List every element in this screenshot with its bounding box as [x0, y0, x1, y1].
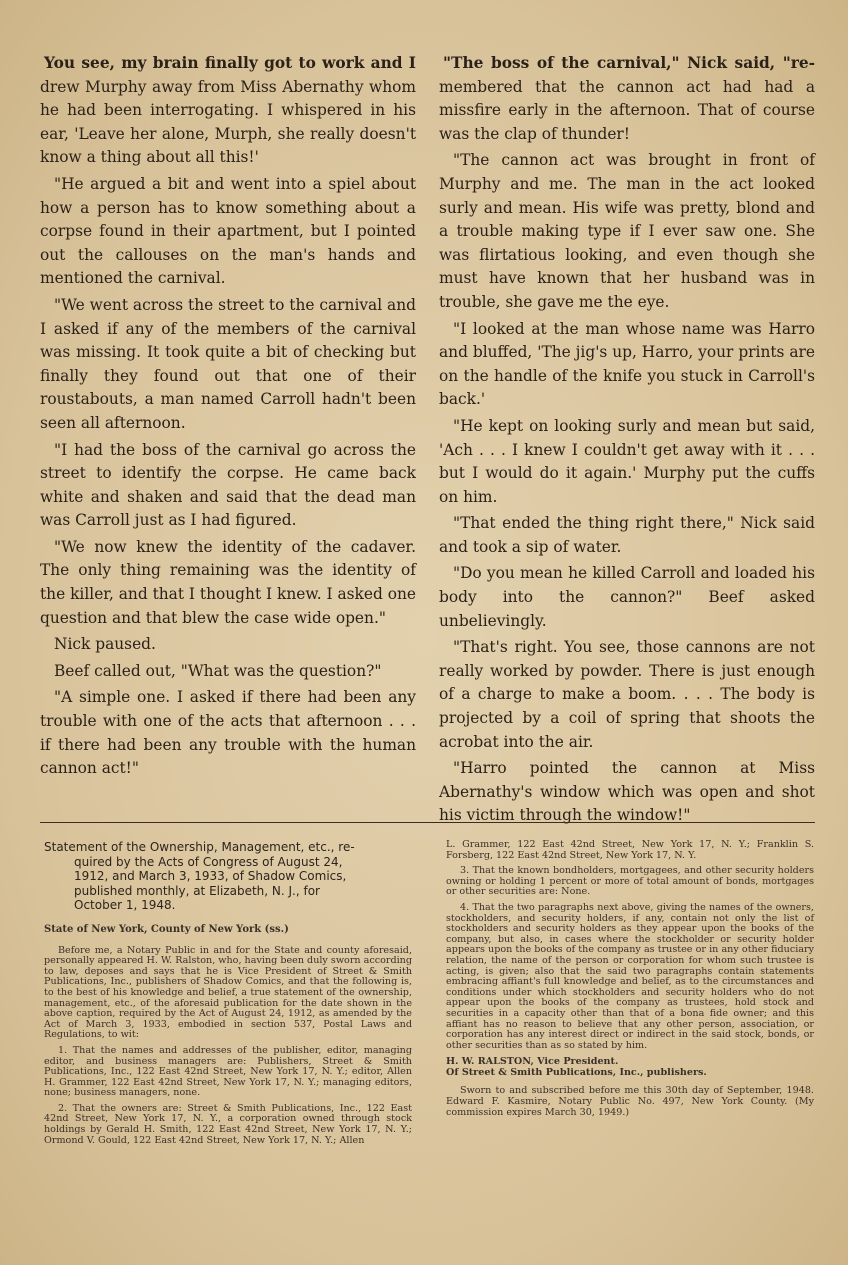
story-paragraph: "Do you mean he killed Carroll and loaded his body into the cannon?" Beef asked unbelievingly.	[439, 564, 815, 630]
story-paragraph: Nick paused.	[54, 635, 156, 654]
paragraph-lead: You see, my brain finally got to work and I	[44, 54, 416, 72]
statement-title-line: quired by the Acts of Congress of August 24,	[74, 854, 343, 869]
paragraph-text: membered that the cannon act had had a missfire early in the afternoon. That of course was the clap of thunder!	[439, 77, 815, 143]
statement-title-line: October 1, 1948.	[74, 898, 176, 913]
statement-title	[44, 840, 412, 913]
statement-title-line: Statement of the Ownership, Management, etc., re-	[44, 840, 355, 854]
signature-title: Of Street & Smith Publications, Inc., publishers.	[446, 1066, 707, 1078]
statement-paragraph: Before me, a Notary Public in and for the State and county aforesaid, personally appeared H. W. Ralston, who, having been duly sworn according to law, deposes and says that he is Vice President of Street & Smith Publications, Inc., publishers of Shadow Comics, and that the following is, to the best of his knowledge and belief, a true statement of the ownership, management, etc., of the aforesaid publication for the date shown in the above caption, required by the Act of August 24, 1912, as amended by the Act of March 3, 1933, embodied in section 537, Postal Laws and Regulations, to wit:	[44, 944, 412, 1041]
statement-paragraph: 4. That the two paragraphs next above, giving the names of the owners, stockholders, and security holders, if any, contain not only the list of stockholders and security holders as they appear upon the books of the company, but also, in cases where the stockholder or security holder appears upon the books of the company as trustee or in any other fiduciary relation, the name of the person or corporation for whom such trustee is acting, is given; also that the said two paragraphs contain statements embracing affiant's full knowledge and belief, as to the circumstances and conditions under which stockholders and security holders who do not appear upon the books of the company as trustees, hold stock and securities in a capacity other than that of a bona fide owner; and this affiant has no reason to believe that any other person, association, or corporation has any interest direct or indirect in the said stock, bonds, or other securities than as so stated by him.	[446, 901, 814, 1051]
statement-paragraph: 2. That the owners are: Street & Smith Publications, Inc., 122 East 42nd Street, New York 17, N. Y., a corporation owned through stock holdings by Gerald H. Smith, 122 East 42nd Street, New York 17, N. Y.; Ormond V. Gould, 122 East 42nd Street, New York 17, N. Y.; Allen	[44, 1102, 412, 1146]
story-paragraph: Beef called out, "What was the question?"	[54, 661, 382, 680]
signature-name: H. W. RALSTON, Vice President.	[446, 1056, 619, 1068]
story-paragraph	[439, 52, 815, 146]
ownership-statement	[44, 840, 814, 1151]
statement-paragraph: L. Grammer, 122 East 42nd Street, New York 17, N. Y.; Franklin S. Forsberg, 122 East 42nd Street, New York 17, N. Y.	[446, 839, 814, 861]
story-paragraph	[40, 52, 416, 170]
story-paragraph: "He argued a bit and went into a spiel about how a person has to know something about a corpse found in their apartment, but I pointed out the callouses on the man's hands and mentioned the carnival.	[40, 174, 416, 288]
story-paragraph: "He kept on looking surly and mean but said, 'Ach . . . I knew I couldn't get away with it . . . but I would do it again.' Murphy put the cuffs on him.	[439, 416, 815, 506]
story-columns	[40, 52, 815, 831]
paragraph-lead: "The boss of the carnival," Nick said, "re-	[443, 54, 815, 72]
story-paragraph: "Harro pointed the cannon at Miss Abernathy's window which was open and shot his victim through the window!"	[439, 759, 815, 825]
signature	[446, 1057, 814, 1078]
section-divider	[40, 822, 815, 823]
statement-title-line: 1912, and March 3, 1933, of Shadow Comics,	[74, 869, 347, 884]
state-line: State of New York, County of New York (ss.)	[44, 923, 289, 935]
story-left-column	[40, 52, 416, 831]
statement-left-column	[44, 840, 412, 1151]
story-paragraph: "That's right. You see, those cannons are not really worked by powder. There is just enough of a charge to make a boom. . . . The body is projected by a coil of spring that shoots the acrobat into the air.	[439, 638, 815, 751]
statement-paragraph: 3. That the known bondholders, mortgagees, and other security holders owning or holding 1 percent or more of total amount of bonds, mortgages or other securities are: None.	[446, 865, 814, 898]
paragraph-text: drew Murphy away from Miss Abernathy whom he had been interrogating. I whispered in his ear, 'Leave her alone, Murph, she really doesn't know a thing about all this!'	[40, 77, 416, 167]
statement-title-line: published monthly, at Elizabeth, N. J., for	[74, 883, 320, 898]
story-paragraph: "That ended the thing right there," Nick said and took a sip of water.	[439, 514, 815, 556]
story-paragraph: "I had the boss of the carnival go across the street to identify the corpse. He came back white and shaken and said that the dead man was Carroll just as I had figured.	[40, 440, 416, 530]
statement-right-column	[446, 840, 814, 1151]
story-paragraph: "The cannon act was brought in front of Murphy and me. The man in the act looked surly and mean. His wife was pretty, blond and a trouble making type if I ever saw one. She was flirtatious looking, and even though she must have known that her husband was in trouble, she gave me the eye.	[439, 151, 815, 311]
story-right-column	[439, 52, 815, 831]
story-paragraph: "We went across the street to the carnival and I asked if any of the members of the carnival was missing. It took quite a bit of checking but finally they found out that one of their roustabouts, a man named Carroll hadn't been seen all afternoon.	[40, 295, 416, 432]
sworn-statement: Sworn to and subscribed before me this 30th day of September, 1948. Edward F. Kasmire, Notary Public No. 497, New York County. (My commission expires March 30, 1949.)	[446, 1085, 814, 1118]
story-paragraph: "We now knew the identity of the cadaver. The only thing remaining was the identity of the killer, and that I thought I knew. I asked one question and that blew the case wide open."	[40, 537, 416, 627]
story-paragraph: "A simple one. I asked if there had been any trouble with one of the acts that afternoon . . . if there had been any trouble with the human cannon act!"	[40, 688, 416, 778]
statement-paragraph: 1. That the names and addresses of the publisher, editor, managing editor, and business managers are: Publishers, Street & Smith Publications, Inc., 122 East 42nd Street, New York 17, N. Y.; editor, Allen H. Grammer, 122 East 42nd Street, New York 17, N. Y.; managing editors, none; business managers, none.	[44, 1044, 412, 1099]
story-paragraph: "I looked at the man whose name was Harro and bluffed, 'The jig's up, Harro, your prints are on the handle of the knife you stuck in Carroll's back.'	[439, 319, 815, 409]
